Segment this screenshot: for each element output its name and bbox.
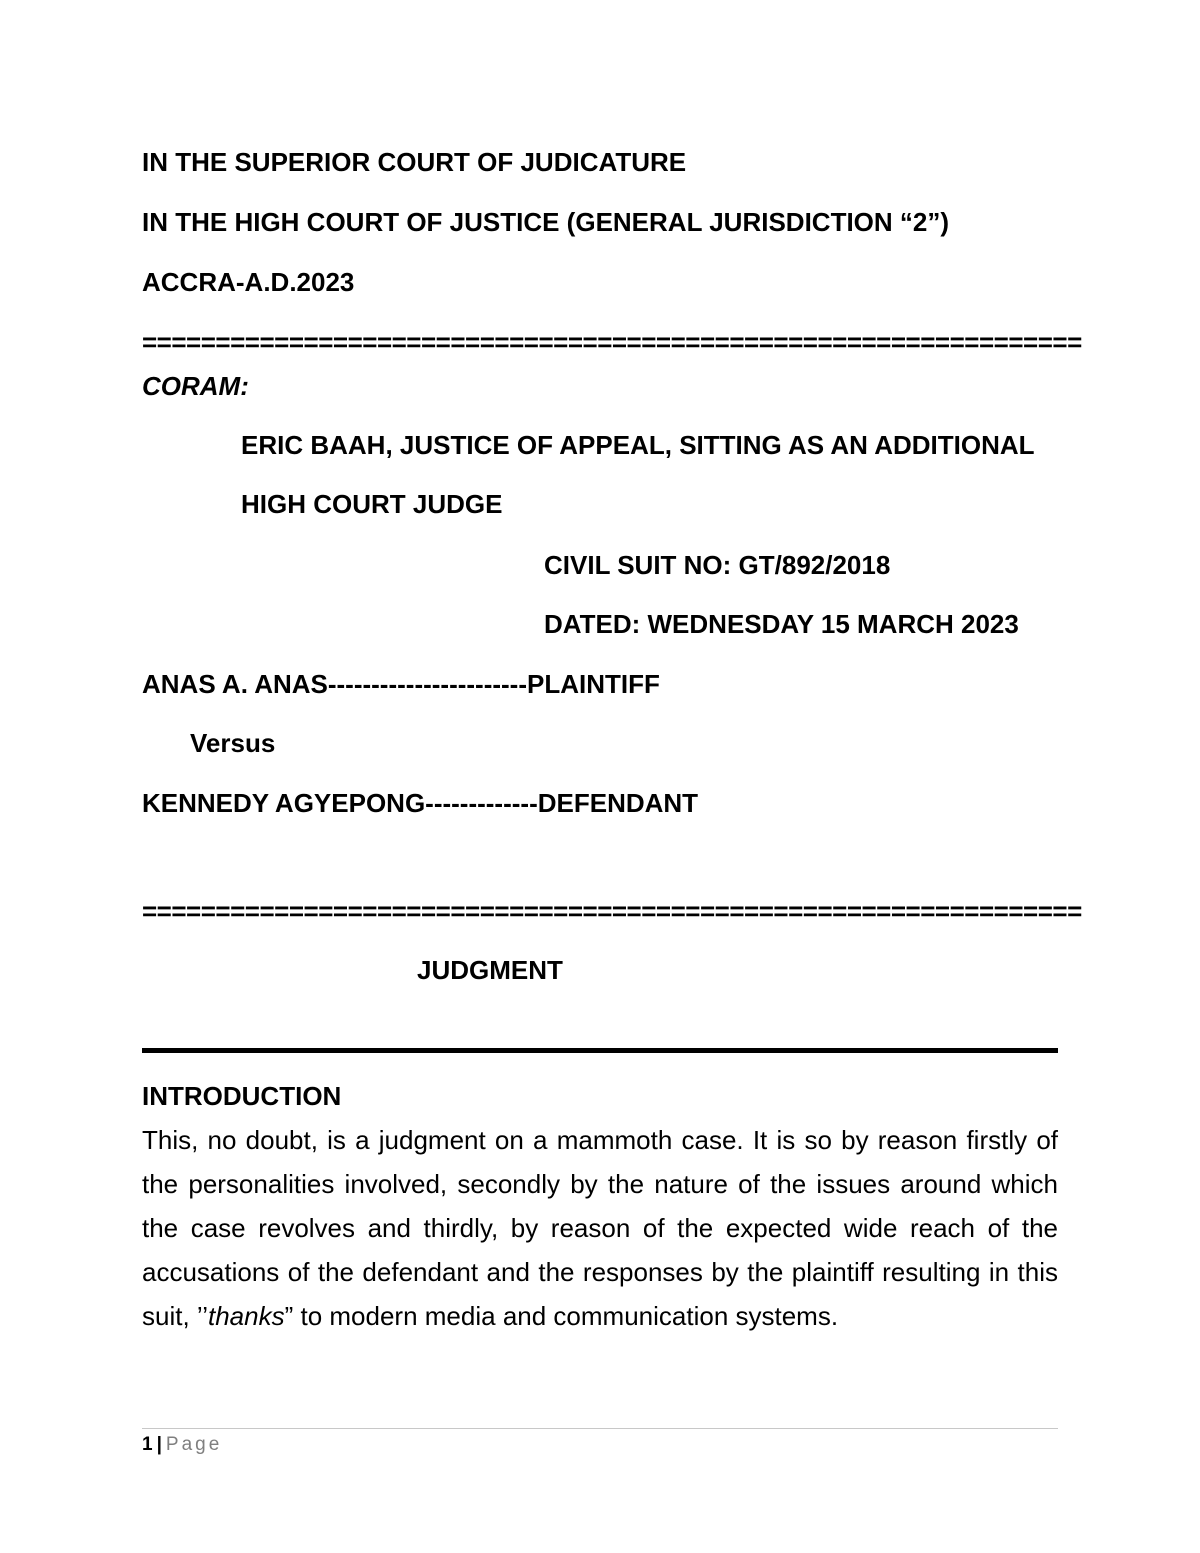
separator-bottom: ================================================================	[142, 896, 1082, 926]
coram-label: CORAM:	[142, 371, 249, 401]
page-label: Page	[165, 1434, 223, 1455]
page-footer	[142, 1432, 222, 1458]
introduction-paragraph	[142, 1118, 1058, 1338]
coram-judge-line-1: ERIC BAAH, JUSTICE OF APPEAL, SITTING AS AN ADDITIONAL	[241, 430, 1035, 460]
location-year: ACCRA-A.D.2023	[142, 267, 355, 297]
intro-text-before: This, no doubt, is a judgment on a mammoth case. It is so by reason firstly of the personalities involved, secondly by the nature of the issues around which the case revolves and thirdly, by reason of the expected wide reach of the accusations of the defendant and the responses by the plaintiff resulting in this suit, ’’	[142, 1125, 1058, 1331]
footer-separator: |	[156, 1434, 162, 1455]
party-plaintiff: ANAS A. ANAS-----------------------PLAINTIFF	[142, 669, 660, 699]
introduction-heading: INTRODUCTION	[142, 1081, 342, 1111]
separator-top: ================================================================	[142, 327, 1082, 357]
judgment-title: JUDGMENT	[417, 955, 563, 985]
footer-divider	[142, 1428, 1058, 1429]
intro-text-italic: thanks	[208, 1301, 285, 1331]
coram-judge-line-2: HIGH COURT JUDGE	[241, 489, 503, 519]
page-number: 1	[142, 1434, 153, 1455]
suit-number: CIVIL SUIT NO: GT/892/2018	[544, 550, 891, 580]
suit-dated: DATED: WEDNESDAY 15 MARCH 2023	[544, 609, 1019, 639]
heavy-divider	[142, 1048, 1058, 1053]
court-line-1: IN THE SUPERIOR COURT OF JUDICATURE	[142, 147, 687, 177]
court-line-2: IN THE HIGH COURT OF JUSTICE (GENERAL JURISDICTION “2”)	[142, 207, 950, 237]
intro-text-after: ” to modern media and communication systems.	[284, 1301, 839, 1331]
party-defendant: KENNEDY AGYEPONG-------------DEFENDANT	[142, 788, 699, 818]
party-versus: Versus	[190, 728, 276, 758]
